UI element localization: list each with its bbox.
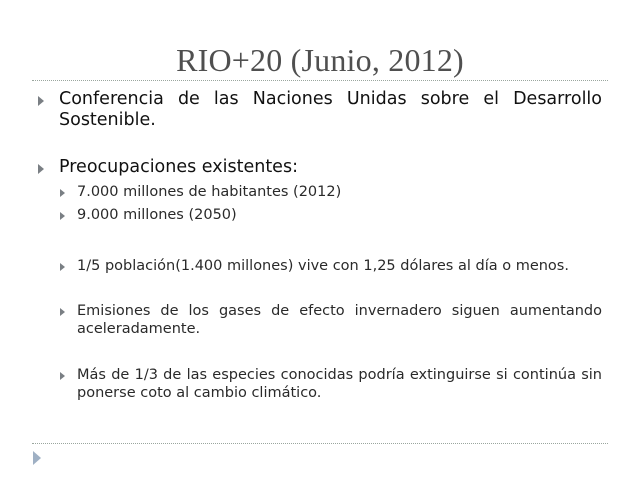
title-divider [32,80,608,81]
sub-bullet-text: Más de 1/3 de las especies conocidas podría extinguirse si continúa sin ponerse coto al cambio climático. [77,367,602,401]
bullet-text: Preocupaciones existentes: [59,157,298,177]
sub-bullet-text: 9.000 millones (2050) [77,207,237,223]
sub-bullet-text: Emisiones de los gases de efecto invernadero siguen aumentando aceleradamente. [77,303,602,337]
sub-bullet-arrow-icon [60,263,65,271]
slide-title: RIO+20 (Junio, 2012) [176,42,464,78]
sub-bullet-arrow-icon [60,189,65,197]
sub-bullet-arrow-icon [60,372,65,380]
footer-divider [32,443,608,444]
sub-bullet-arrow-icon [60,308,65,316]
sub-bullet-arrow-icon [60,212,65,220]
bullet-arrow-icon [38,96,44,106]
play-next-icon[interactable] [33,451,41,465]
bullet-arrow-icon [38,164,44,174]
sub-bullet-text: 1/5 población(1.400 millones) vive con 1,25 dólares al día o menos. [77,258,569,274]
bullet-text: Conferencia de las Naciones Unidas sobre el Desarrollo Sostenible. [59,89,602,130]
sub-bullet-text: 7.000 millones de habitantes (2012) [77,184,342,200]
